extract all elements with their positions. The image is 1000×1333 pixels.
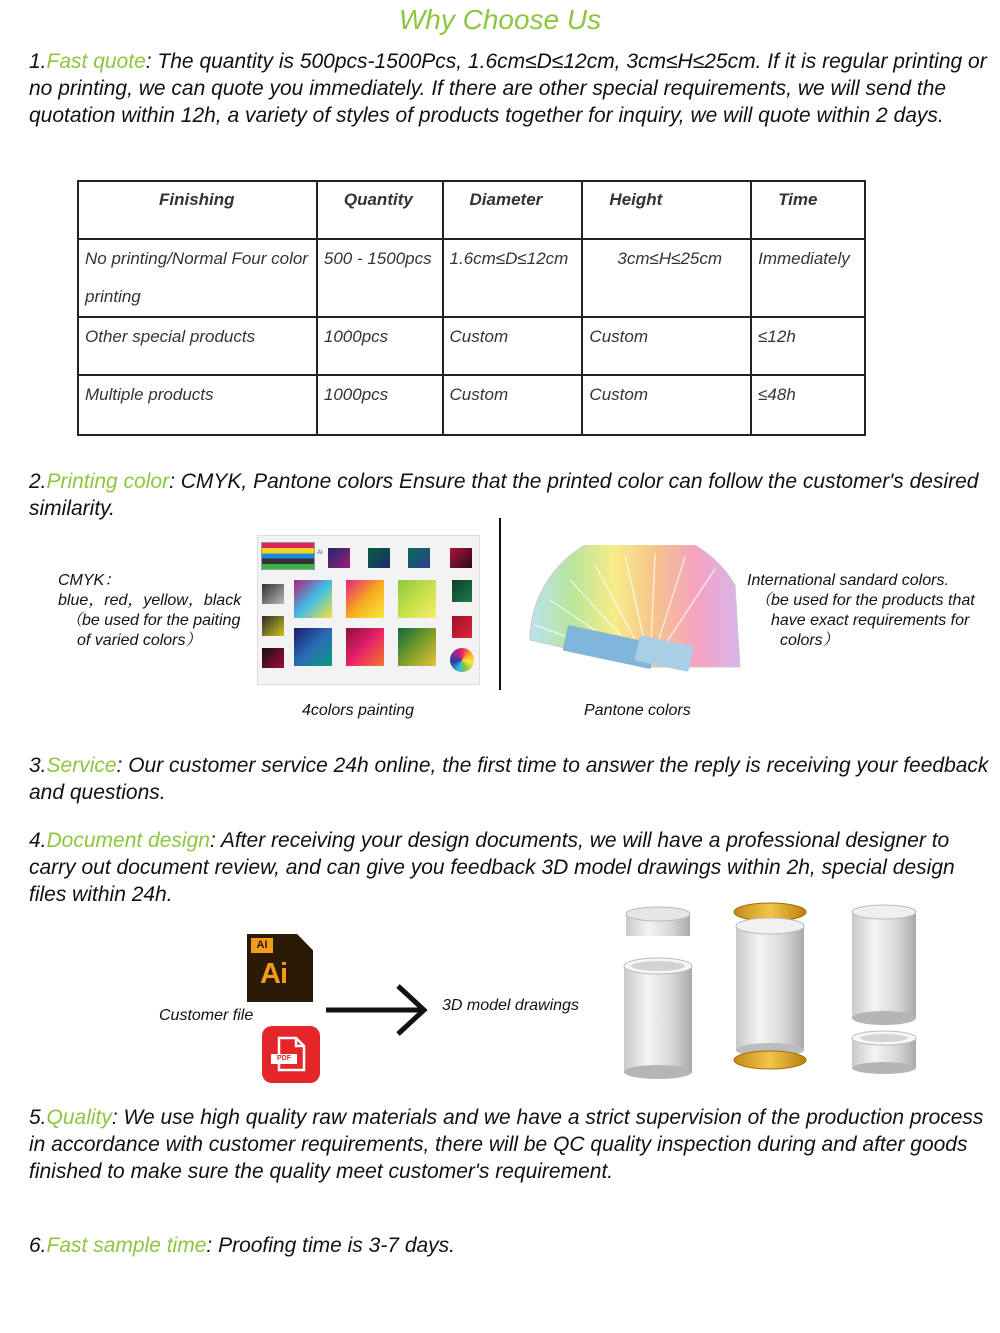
cmyk-note-line: of varied colors） [77, 632, 202, 649]
page-title: Why Choose Us [398, 4, 602, 35]
pantone-note-line: have exact requirements for [771, 612, 970, 629]
table-cell: Other special products [78, 317, 317, 375]
pantone-fan-image [520, 545, 752, 675]
ai-icon-label: Ai [260, 958, 287, 990]
section-text: : We use high quality raw materials and we have a strict supervision of the production process in accordance with customer requirements, there will be QC quality inspection during and after goods finished to make sure the quality meet customer's requirement. [29, 1106, 984, 1183]
section-fast-quote [29, 48, 991, 129]
pantone-note-line: colors） [780, 632, 839, 649]
caption-four-colors: 4colors painting [302, 702, 415, 719]
swatch [262, 648, 284, 668]
model-drawings-label: 3D model drawings [442, 997, 579, 1014]
table-cell: Custom [582, 375, 751, 435]
swatch [452, 616, 472, 638]
divider [499, 518, 501, 690]
pantone-note [747, 571, 995, 651]
section-heading: Fast quote [46, 50, 146, 73]
color-bar-swatch [261, 542, 315, 570]
section-text: : The quantity is 500pcs-1500Pcs, 1.6cm≤D≤12cm, 3cm≤H≤25cm. If it is regular printing or no printing, we can quote you immediately. If there are other special requirements, we will send the quotation within 12h, a variety of styles of products together for inquiry, we will quote within 2 days. [29, 50, 987, 127]
section-number: 2. [29, 470, 47, 493]
swatch [452, 580, 472, 602]
table-cell: Immediately [751, 239, 865, 317]
swatch [346, 580, 384, 618]
section-heading: Printing color [46, 470, 170, 493]
section-text: : CMYK, Pantone colors Ensure that the printed color can follow the customer's desired similarity. [29, 470, 979, 520]
table-cell: 3cm≤H≤25cm [582, 239, 751, 317]
swatch [368, 548, 390, 568]
right-arrow-icon [326, 982, 432, 1038]
table-row [78, 239, 865, 317]
swatch [294, 628, 332, 666]
section-number: 4. [29, 829, 47, 852]
tube-3d-models [620, 900, 920, 1080]
ai-file-icon [247, 934, 313, 1002]
section-text: : Our customer service 24h online, the first time to answer the reply is receiving your feedback and questions. [29, 754, 989, 804]
section-heading: Fast sample time [46, 1234, 207, 1257]
section-heading: Service [46, 754, 117, 777]
section-service [29, 752, 991, 806]
spec-table [77, 180, 866, 436]
table-cell: 1000pcs [317, 317, 443, 375]
section-fast-sample [29, 1232, 991, 1259]
section-text: : After receiving your design documents, we will have a professional designer to carry out document review, and can give you feedback 3D model drawings within 2h, special design files within 24h. [29, 829, 955, 906]
cmyk-note [58, 571, 258, 651]
pantone-note-line: （be used for the products that [755, 592, 975, 609]
swatch [346, 628, 384, 666]
table-cell: Custom [443, 317, 583, 375]
swatch [294, 580, 332, 618]
ai-tab-label: AI [251, 938, 273, 953]
cmyk-note-line: CMYK： [58, 572, 121, 589]
section-printing-color [29, 468, 991, 522]
table-row [78, 317, 865, 375]
table-cell: 500 - 1500pcs [317, 239, 443, 317]
section-number: 3. [29, 754, 47, 777]
customer-file-label: Customer file [159, 1007, 254, 1024]
section-number: 1. [29, 50, 47, 73]
header-diameter: Diameter [443, 181, 583, 239]
cmyk-note-line: blue，red，yellow，black [58, 592, 242, 609]
table-cell: 1.6cm≤D≤12cm [443, 239, 583, 317]
section-number: 5. [29, 1106, 47, 1129]
cmyk-note-line: （be used for the paiting [66, 612, 241, 629]
header-finishing: Finishing [78, 181, 317, 239]
swatch [328, 548, 350, 568]
section-document-design [29, 827, 991, 908]
pdf-file-icon [262, 1026, 320, 1083]
table-cell: Multiple products [78, 375, 317, 435]
header-height: Height [582, 181, 751, 239]
table-header-row [78, 181, 865, 239]
pdf-label: PDF [271, 1054, 297, 1064]
section-heading: Document design [46, 829, 210, 852]
table-cell: Custom [443, 375, 583, 435]
swatch [450, 548, 472, 568]
table-cell: No printing/Normal Four color printing [78, 239, 317, 317]
swatch [398, 628, 436, 666]
pantone-note-line: International sandard colors. [747, 572, 949, 589]
swatch [262, 616, 284, 636]
swatch [408, 548, 430, 568]
table-cell: ≤48h [751, 375, 865, 435]
swatch [262, 584, 284, 604]
four-color-swatch-sheet [257, 535, 480, 685]
caption-pantone: Pantone colors [584, 702, 691, 719]
section-quality [29, 1104, 991, 1185]
table-cell: 1000pcs [317, 375, 443, 435]
table-row [78, 375, 865, 435]
header-time: Time [751, 181, 865, 239]
table-cell: ≤12h [751, 317, 865, 375]
swatch [398, 580, 436, 618]
color-wheel-icon [450, 648, 474, 672]
section-heading: Quality [46, 1106, 112, 1129]
header-quantity: Quantity [317, 181, 443, 239]
section-number: 6. [29, 1234, 47, 1257]
section-text: : Proofing time is 3-7 days. [206, 1234, 456, 1257]
table-cell: Custom [582, 317, 751, 375]
ai-badge: AI [317, 550, 323, 556]
